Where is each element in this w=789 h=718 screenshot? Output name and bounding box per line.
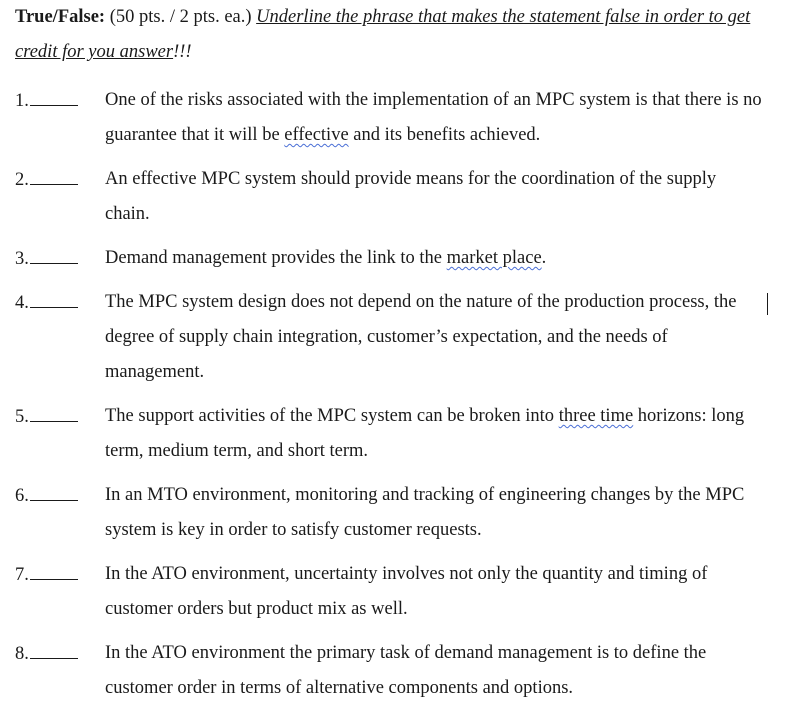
answer-blank[interactable]	[30, 399, 78, 422]
question-number: 7.	[15, 565, 29, 585]
question-text-part: In the ATO environment, uncertainty involves not only the quantity and timing of customer orders but product mix as well.	[105, 564, 708, 619]
question-text	[105, 557, 765, 627]
question-text-part: An effective MPC system should provide means for the coordination of the supply chain.	[105, 169, 717, 224]
question-text-part: horizons: long term, medium term, and short term.	[105, 406, 745, 461]
question-text	[105, 478, 765, 548]
instruction-exclaim: !!!	[173, 42, 192, 62]
question-number: 3.	[15, 249, 29, 269]
answer-blank[interactable]	[30, 285, 78, 308]
answer-blank[interactable]	[30, 636, 78, 659]
answer-blank[interactable]	[30, 241, 78, 264]
section-title: True/False:	[15, 7, 106, 27]
answer-blank[interactable]	[30, 557, 78, 580]
instructions-header	[15, 0, 780, 70]
question-text-part: One of the risks associated with the implementation of an MPC system is that there is no guarantee that it will be	[105, 90, 762, 145]
question-text	[105, 636, 765, 706]
answer-blank[interactable]	[30, 162, 78, 185]
question-text	[105, 285, 767, 390]
question-text	[105, 241, 765, 276]
question-text-part: In the ATO environment the primary task of demand management is to define the customer order in terms of alternative components and options.	[105, 643, 707, 698]
question-text-part: Demand management provides the link to the	[105, 248, 447, 268]
question-number: 8.	[15, 644, 29, 664]
grammar-flag: effective	[284, 125, 349, 145]
question-number: 5.	[15, 407, 29, 427]
question-text-part: and its benefits achieved.	[348, 125, 541, 145]
question-text	[105, 162, 765, 232]
question-number: 4.	[15, 293, 29, 313]
question-text-part: The support activities of the MPC system can be broken into	[105, 406, 559, 426]
question-text-part: .	[541, 248, 547, 268]
grammar-flag: three time	[558, 406, 634, 426]
grammar-flag: market place	[446, 248, 542, 268]
instruction-text: Underline the phrase that makes the statement false in order to get credit for you answer	[15, 7, 751, 62]
question-number: 2.	[15, 170, 29, 190]
question-number: 1.	[15, 91, 29, 111]
question-text-part: In an MTO environment, monitoring and tracking of engineering changes by the MPC system is key in order to satisfy customer requests.	[105, 485, 745, 540]
text-cursor	[767, 293, 768, 315]
answer-blank[interactable]	[30, 83, 78, 106]
question-text-part: The MPC system design does not depend on the nature of the production process, the degree of supply chain integration, customer’s expectation, and the needs of management.	[105, 292, 737, 382]
points-info: (50 pts. / 2 pts. ea.)	[105, 7, 257, 27]
answer-blank[interactable]	[30, 478, 78, 501]
question-text	[105, 83, 765, 153]
question-text	[105, 399, 765, 469]
question-number: 6.	[15, 486, 29, 506]
